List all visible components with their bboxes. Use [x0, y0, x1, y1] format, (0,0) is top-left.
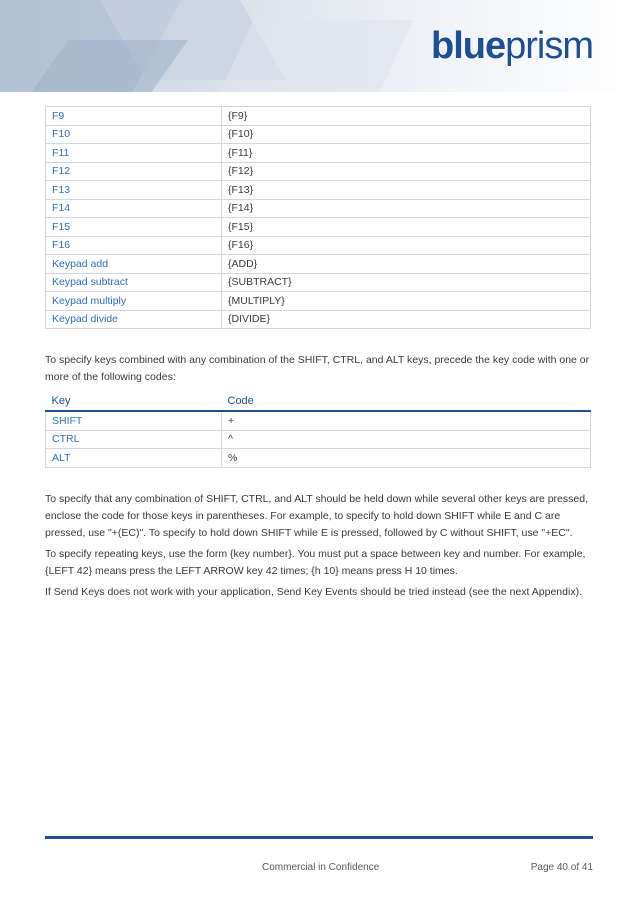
modifier-keys-table — [45, 392, 591, 468]
code-cell: {F10} — [222, 125, 591, 144]
logo-prism-text: prism — [505, 25, 593, 67]
key-cell: F14 — [46, 199, 222, 218]
confidentiality-label: Commercial in Confidence — [262, 862, 380, 873]
page-number: Page 40 of 41 — [530, 862, 593, 873]
code-cell: {ADD} — [222, 255, 591, 274]
code-cell: ^ — [222, 430, 591, 449]
table-row — [46, 255, 591, 274]
key-cell: F13 — [46, 181, 222, 200]
code-cell: {MULTIPLY} — [222, 292, 591, 311]
held-keys-paragraph: To specify that any combination of SHIFT, CTRL, and ALT should be held down while several other keys are pressed, enclose the code for those keys in parentheses. For example, to specify to hold down SHIFT while E and C are pressed, use "+(EC)". To specify to hold down SHIFT while E is pressed, followed by C without SHIFT, use "+EC". — [45, 493, 588, 539]
key-cell: Keypad divide — [46, 310, 222, 329]
key-cell: Keypad multiply — [46, 292, 222, 311]
blueprism-logo — [431, 26, 593, 66]
table-row — [46, 162, 591, 181]
header-banner — [0, 0, 638, 92]
table-header-row — [46, 392, 591, 411]
code-cell: {F13} — [222, 181, 591, 200]
code-cell: {F16} — [222, 236, 591, 255]
code-cell: {DIVIDE} — [222, 310, 591, 329]
logo-blue-text: blue — [430, 25, 506, 67]
table-row — [46, 236, 591, 255]
table-row — [46, 181, 591, 200]
table-row — [46, 218, 591, 237]
key-cell: F15 — [46, 218, 222, 237]
table-row — [46, 411, 591, 430]
key-cell: CTRL — [46, 430, 222, 449]
key-cell: F12 — [46, 162, 222, 181]
table-row — [46, 125, 591, 144]
code-column-header: Code — [222, 392, 591, 411]
key-cell: F11 — [46, 144, 222, 163]
key-cell: F16 — [46, 236, 222, 255]
code-cell: {F11} — [222, 144, 591, 163]
table-row — [46, 430, 591, 449]
table-row — [46, 144, 591, 163]
table-row — [46, 292, 591, 311]
key-cell: SHIFT — [46, 411, 222, 430]
table-row — [46, 273, 591, 292]
code-cell: {F12} — [222, 162, 591, 181]
code-cell: {SUBTRACT} — [222, 273, 591, 292]
footer-divider — [45, 836, 593, 839]
table-row — [46, 107, 591, 126]
table-row — [46, 199, 591, 218]
send-key-events-paragraph: If Send Keys does not work with your application, Send Key Events should be tried instead (see the next Appendix). — [45, 586, 582, 598]
code-cell: {F15} — [222, 218, 591, 237]
function-keys-table — [45, 106, 591, 329]
code-cell: {F14} — [222, 199, 591, 218]
repeat-keys-paragraph: To specify repeating keys, use the form {key number}. You must put a space between key and number. For example, {LEFT 42} means press the LEFT ARROW key 42 times; {h 10} means press H 10 times. — [45, 548, 586, 577]
key-cell: F10 — [46, 125, 222, 144]
key-column-header: Key — [46, 392, 222, 411]
code-cell: {F9} — [222, 107, 591, 126]
code-cell: + — [222, 411, 591, 430]
key-cell: Keypad add — [46, 255, 222, 274]
key-cell: Keypad subtract — [46, 273, 222, 292]
code-cell: % — [222, 449, 591, 468]
modifier-intro-paragraph: To specify keys combined with any combination of the SHIFT, CTRL, and ALT keys, precede the key code with one or more of the following codes: — [45, 354, 590, 383]
key-cell: ALT — [46, 449, 222, 468]
table-row — [46, 449, 591, 468]
table-row — [46, 310, 591, 329]
key-cell: F9 — [46, 107, 222, 126]
